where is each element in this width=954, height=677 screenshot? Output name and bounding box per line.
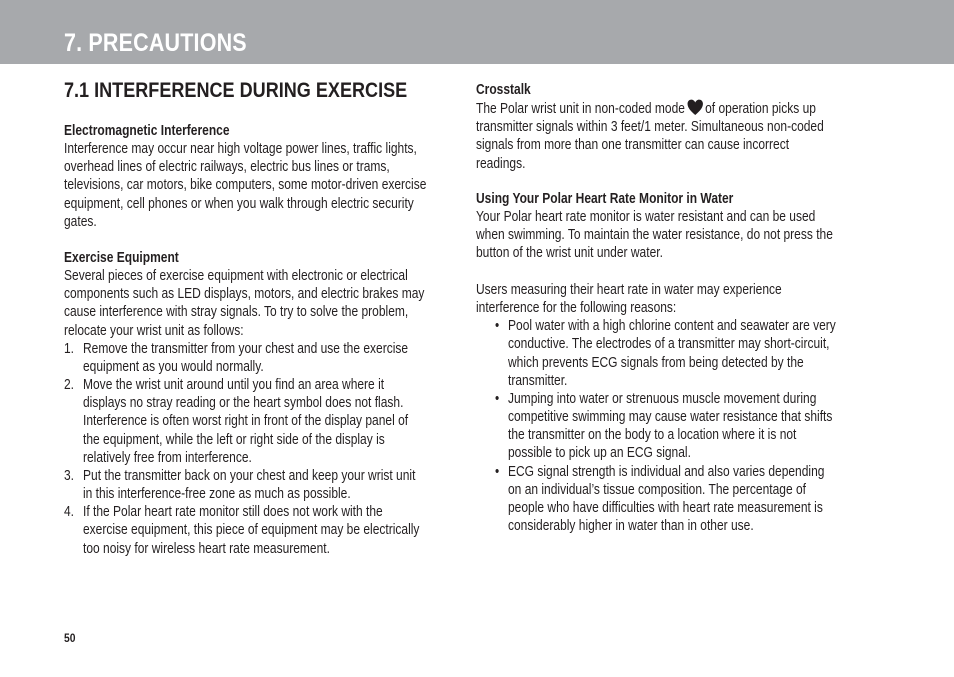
em-heading: Electromagnetic Interference: [64, 123, 230, 139]
bullet-line: transmitter.: [508, 372, 568, 389]
em-section: [64, 122, 495, 231]
bullet-line: people who have difficulties with heart rate measurement is: [508, 499, 823, 516]
water-line: button of the wrist unit under water.: [476, 245, 663, 262]
bullet-line: Pool water with a high chlorine content and seawater are very: [508, 318, 836, 335]
step-line: too noisy for wireless heart rate measurement.: [83, 540, 330, 557]
users-section: [476, 281, 898, 535]
eq-line: relocate your wrist unit as follows:: [64, 322, 244, 339]
eq-heading: Exercise Equipment: [64, 250, 179, 266]
crosstalk-line: signals from more than one transmitter can cause incorrect: [476, 137, 790, 154]
chapter-title: 7. PRECAUTIONS: [64, 29, 247, 57]
crosstalk-line: readings.: [476, 155, 526, 172]
water-heading: Using Your Polar Heart Rate Monitor in Water: [476, 191, 734, 207]
bullet-line: conductive. The electrodes of a transmitter may short-circuit,: [508, 336, 830, 353]
step-line: displays no stray reading or the heart symbol does not flash.: [83, 395, 404, 412]
crosstalk-line-end: of operation picks up: [705, 101, 816, 118]
eq-line: Several pieces of exercise equipment with electronic or electrical: [64, 268, 408, 285]
em-line: Interference may occur near high voltage power lines, traffic lights,: [64, 141, 417, 158]
section-title: 7.1 INTERFERENCE DURING EXERCISE: [64, 79, 408, 102]
step-number: 3.: [64, 467, 75, 484]
bullet-line: ECG signal strength is individual and also varies depending: [508, 463, 825, 480]
bullet-line: the transmitter on the body to a location where it is not: [508, 427, 797, 444]
bullet-item: [476, 317, 898, 390]
step-item: [64, 503, 493, 557]
water-section: [476, 190, 901, 263]
crosstalk-line-start: The Polar wrist unit in non-coded mode: [476, 101, 685, 118]
step-item: [64, 467, 493, 503]
step-item: [64, 376, 493, 467]
step-number: 1.: [64, 340, 75, 357]
users-line: interference for the following reasons:: [476, 300, 677, 317]
em-line: gates.: [64, 213, 97, 230]
crosstalk-line: transmitter signals within 3 feet/1 meter. Simultaneous non-coded: [476, 119, 824, 136]
bullet-line: competitive swimming may cause water resistance that shifts: [508, 409, 833, 426]
water-line: Your Polar heart rate monitor is water resistant and can be used: [476, 209, 816, 226]
bullet-line: considerably higher in water than in other use.: [508, 518, 754, 535]
bullet-line: which prevents ECG signals from being detected by the: [508, 354, 804, 371]
step-line: in this interference-free zone as much as possible.: [83, 486, 351, 503]
em-line: equipment, cell phones or when you walk through electric security: [64, 195, 414, 212]
bullet-line: on an individual’s tissue composition. The percentage of: [508, 481, 806, 498]
bullet-item: [476, 390, 898, 463]
heart-icon: [687, 99, 704, 116]
step-line: the equipment, while the left or right side of the display is: [83, 431, 385, 448]
page-number: 50: [64, 631, 76, 645]
bullet-mark: •: [495, 318, 500, 335]
step-line: If the Polar heart rate monitor still does not work with the: [83, 504, 383, 521]
eq-section: [64, 249, 493, 558]
em-line: televisions, car motors, bike computers, some motor-driven exercise: [64, 177, 427, 194]
step-number: 4.: [64, 504, 75, 521]
step-line: Put the transmitter back on your chest and keep your wrist unit: [83, 467, 416, 484]
crosstalk-line: [476, 99, 824, 118]
step-line: Remove the transmitter from your chest and use the exercise: [83, 340, 409, 357]
step-line: exercise equipment, this piece of equipment may be electrically: [83, 522, 420, 539]
bullet-line: possible to pick up an ECG signal.: [508, 445, 691, 462]
step-item: [64, 340, 493, 376]
eq-line: components such as LED displays, motors, and electric brakes may: [64, 286, 425, 303]
step-line: equipment as you would normally.: [83, 358, 264, 375]
eq-line: cause interference with stray signals. To try to solve the problem,: [64, 304, 409, 321]
bullet-mark: •: [495, 390, 500, 407]
step-number: 2.: [64, 377, 75, 394]
step-line: relatively free from interference.: [83, 449, 252, 466]
bullet-item: [476, 463, 898, 536]
step-line: Move the wrist unit around until you find an area where it: [83, 377, 385, 394]
water-line: when swimming. To maintain the water resistance, do not press the: [476, 227, 833, 244]
crosstalk-heading: Crosstalk: [476, 82, 531, 98]
users-line: Users measuring their heart rate in water may experience: [476, 282, 782, 298]
step-line: Interference is often worst right in front of the display panel of: [83, 413, 409, 430]
bullet-mark: •: [495, 463, 500, 480]
crosstalk-section: [476, 81, 890, 173]
em-line: overhead lines of electric railways, electric bus lines or trams,: [64, 159, 390, 176]
bullet-line: Jumping into water or strenuous muscle movement during: [508, 390, 817, 407]
